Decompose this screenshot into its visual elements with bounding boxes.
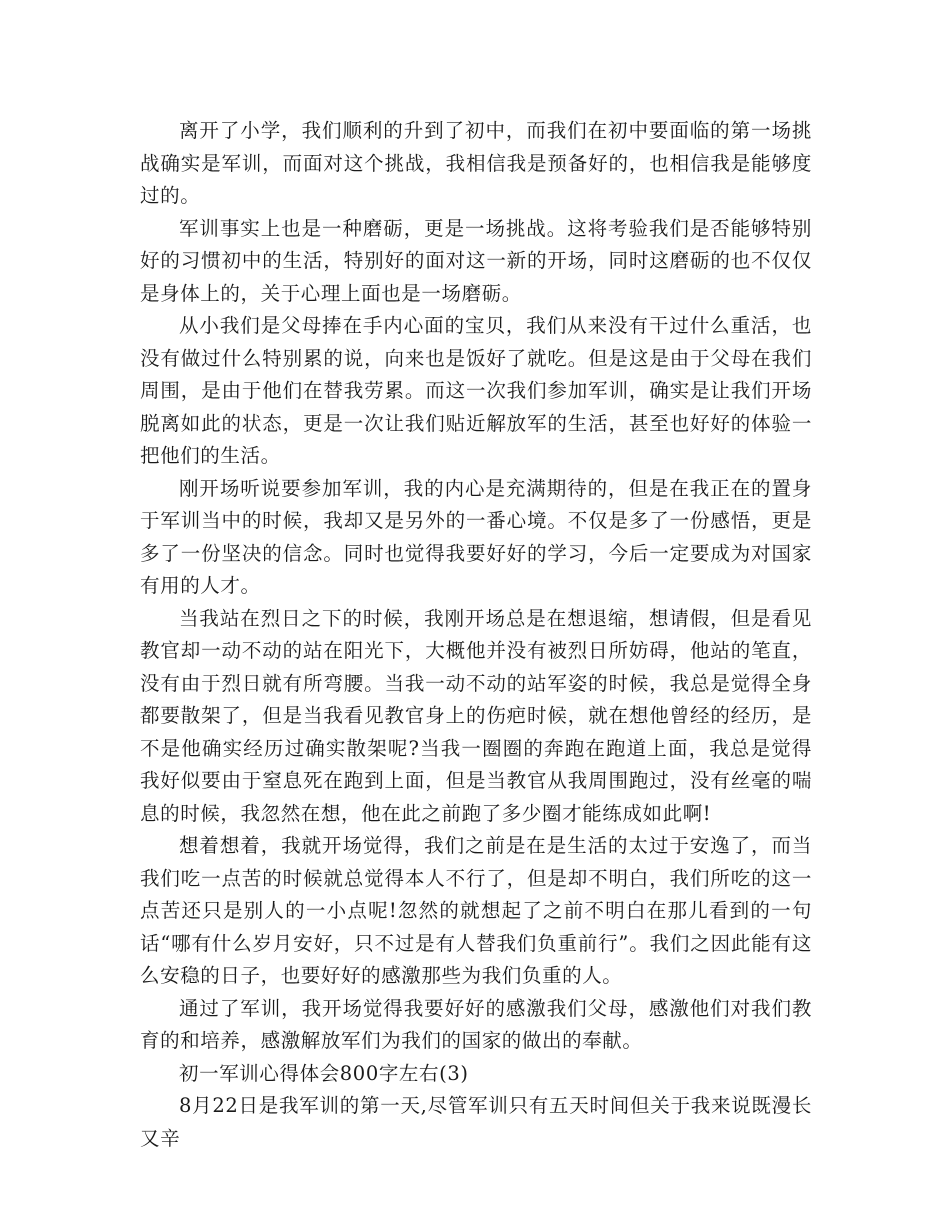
paragraph-2: 军训事实上也是一种磨砺，更是一场挑战。这将考验我们是否能够特别好的习惯初中的生活，特别好的面对这一新的开场，同时这磨砺的也不仅仅是身体上的，关于心理上面也是一场磨砺。: [140, 216, 812, 305]
paragraph-8: 8月22日是我军训的第一天,尽管军训只有五天时间但关于我来说既漫长又辛: [140, 1094, 812, 1150]
paragraph-7: 通过了军训，我开场觉得我要好好的感激我们父母，感激他们对我们教育的和培养，感激解放军们为我们的国家的做出的奉献。: [140, 996, 812, 1052]
paragraph-1: 离开了小学，我们顺利的升到了初中，而我们在初中要面临的第一场挑战确实是军训，而面对这个挑战，我相信我是预备好的，也相信我是能够度过的。: [140, 119, 812, 207]
paragraph-5: 当我站在烈日之下的时候，我刚开场总是在想退缩，想请假，但是看见教官却一动不动的站在阳光下，大概他并没有被烈日所妨碍，他站的笔直，没有由于烈日就有所弯腰。当我一动不动的站军姿的时候，我总是觉得全身都要散架了，但是当我看见教官身上的伤疤时候，就在想他曾经的经历，是不是他确实经历过确实散架呢?当我一圈圈的奔跑在跑道上面，我总是觉得我好似要由于窒息死在跑到上面，但是当教官从我周围跑过，没有丝毫的喘息的时候，我忽然在想，他在此之前跑了多少圈才能练成如此啊!: [140, 606, 812, 825]
paragraph-6: 想着想着，我就开场觉得，我们之前是在是生活的太过于安逸了，而当我们吃一点苦的时候就总觉得本人不行了，但是却不明白，我们所吃的这一点苦还只是别人的一小点呢!忽然的就想起了之前不明白在那儿看到的一句话“哪有什么岁月安好，只不过是有人替我们负重前行”。我们之因此能有这么安稳的日子，也要好好的感激那些为我们负重的人。: [140, 834, 812, 987]
paragraph-3: 从小我们是父母捧在手内心面的宝贝，我们从来没有干过什么重活，也没有做过什么特别累的说，向来也是饭好了就吃。但是这是由于父母在我们周围，是由于他们在替我劳累。而这一次我们参加军训，确实是让我们开场脱离如此的状态，更是一次让我们贴近解放军的生活，甚至也好好的体验一把他们的生活。: [140, 314, 812, 467]
section-heading: 初一军训心得体会800字左右(3): [179, 1061, 469, 1085]
document-body: [140, 115, 812, 1155]
paragraph-4: 刚开场听说要参加军训，我的内心是充满期待的，但是在我正在的置身于军训当中的时候，我却又是另外的一番心境。不仅是多了一份感悟，更是多了一份坚决的信念。同时也觉得我要好好的学习，今后一定要成为对国家有用的人才。: [140, 476, 812, 597]
